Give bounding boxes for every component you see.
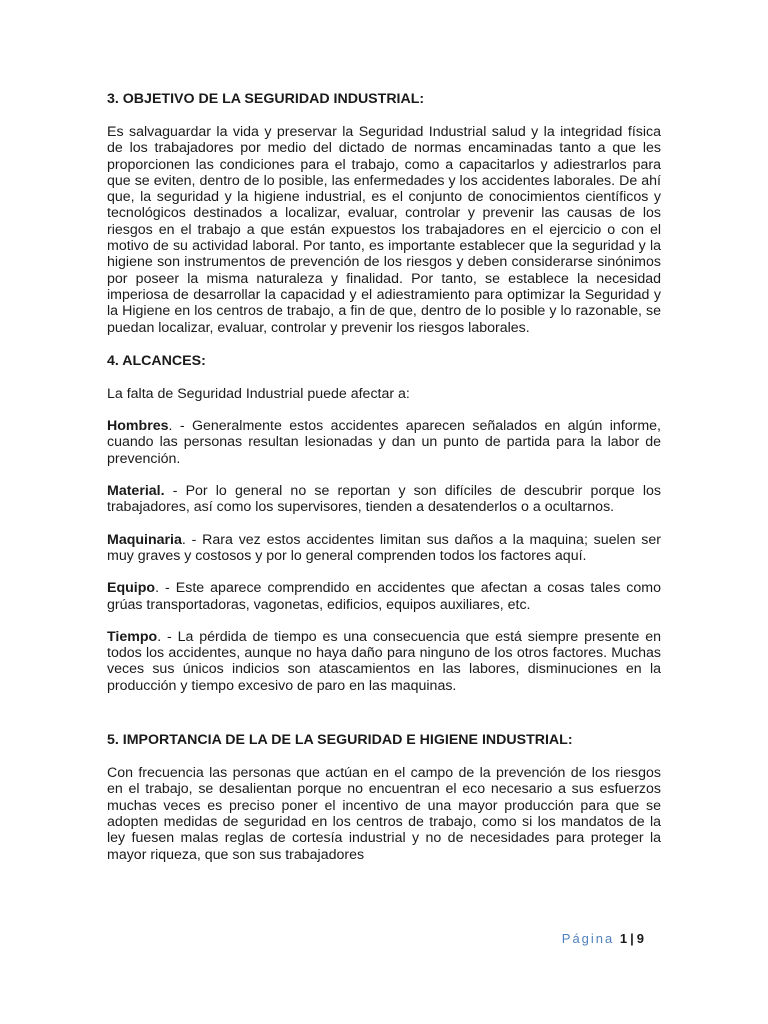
scope-term: Tiempo	[107, 628, 158, 645]
section-4-heading: 4. ALCANCES:	[107, 352, 206, 369]
total-pages: 9	[636, 931, 644, 946]
section-4-intro: La falta de Seguridad Industrial puede afectar a:	[107, 385, 410, 402]
page-separator: |	[630, 931, 634, 946]
scope-item-hombres	[107, 418, 661, 467]
scope-item-maquinaria	[107, 532, 661, 565]
page-number-footer	[562, 931, 644, 946]
scope-text: . - La pérdida de tiempo es una consecuencia que está siempre presente en todos los accidentes, aunque no haya daño para ninguno de los otros factores. Muchas veces sus únicos indicios son atascamientos en las labores, disminuciones en la producción y tiempo excesivo de paro en las maquinas.	[107, 628, 661, 694]
scope-item-equipo	[107, 580, 661, 613]
scope-term: Hombres	[107, 418, 169, 435]
scope-item-tiempo	[107, 629, 661, 694]
scope-text: . - Rara vez estos accidentes limitan sus daños a la maquina; suelen ser muy graves y costosos y por lo general comprenden todos los factores aquí.	[107, 531, 661, 564]
scope-text: - Por lo general no se reportan y son difíciles de descubrir porque los trabajadores, así como los supervisores, tienden a desatenderlos o a ocultarnos.	[107, 483, 661, 516]
scope-item-material	[107, 483, 661, 516]
page-label: Página	[561, 931, 615, 946]
document-page	[107, 91, 661, 863]
scope-text: . - Este aparece comprendido en accidentes que afectan a cosas tales como grúas transportadoras, vagonetas, edificios, equipos auxiliares, etc.	[107, 580, 661, 613]
section-5-heading: 5. IMPORTANCIA DE LA DE LA SEGURIDAD E HIGIENE INDUSTRIAL:	[107, 732, 573, 749]
section-5-body: Con frecuencia las personas que actúan en el campo de la prevención de los riesgos en el trabajo, se desalientan porque no encuentran el eco necesario a sus esfuerzos muchas veces es preciso poner el incentivo de una mayor producción para que se adopten medidas de seguridad en los centros de trabajo, como si los mandatos de la ley fuesen malas reglas de cortesía industrial y no de necesidades para proteger la mayor riqueza, que son sus trabajadores	[107, 765, 661, 863]
section-3-heading: 3. OBJETIVO DE LA SEGURIDAD INDUSTRIAL:	[107, 91, 425, 107]
scope-term: Maquinaria	[107, 531, 182, 548]
scope-text: . - Generalmente estos accidentes aparecen señalados en algún informe, cuando las personas resultan lesionadas y dan un punto de partida para la labor de prevención.	[107, 418, 661, 467]
section-3-body: Es salvaguardar la vida y preservar la Seguridad Industrial salud y la integridad física de los trabajadores por medio del dictado de normas encaminadas tanto a que les proporcionen las condiciones para el trabajo, como a capacitarlos y adiestrarlos para que se eviten, dentro de lo posible, las enfermedades y los accidentes laborales. De ahí que, la seguridad y la higiene industrial, es el conjunto de conocimientos científicos y tecnológicos destinados a localizar, evaluar, controlar y prevenir las causas de los riesgos en el trabajo a que están expuestos los trabajadores en el ejercicio o con el motivo de su actividad laboral. Por tanto, es importante establecer que la seguridad y la higiene son instrumentos de prevención de los riesgos y deben considerarse sinónimos por poseer la misma naturaleza y finalidad. Por tanto, se establece la necesidad imperiosa de desarrollar la capacidad y el adiestramiento para optimizar la Seguridad y la Higiene en los centros de trabajo, a fin de que, dentro de lo posible y lo razonable, se puedan localizar, evaluar, controlar y prevenir los riesgos laborales.	[107, 124, 661, 336]
current-page: 1	[619, 931, 628, 946]
scope-term: Equipo	[107, 580, 156, 597]
scope-term: Material.	[107, 483, 165, 500]
